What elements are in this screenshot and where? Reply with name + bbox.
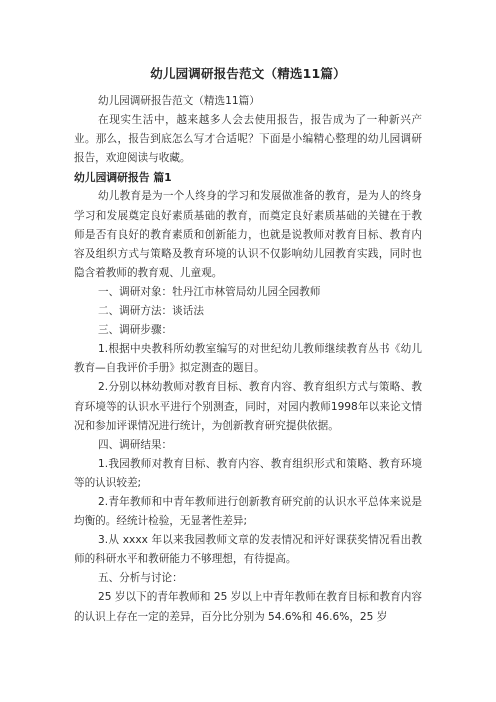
list-item-research-method: 二、调研方法：谈话法 (98, 305, 204, 318)
result-item-1: 1.我园教师对教育目标、教育内容、教育组织形式和策略、教育环境等的认识较差; (74, 457, 422, 489)
result-item-3: 3.从 xxxx 年以来我园教师文章的发表情况和评好课获奖情况看出教师的科研水平和教研能力不够理想，有待提高。 (74, 534, 422, 566)
document-body (74, 92, 422, 627)
list-item-research-object: 一、调研对象：牡丹江市林管局幼儿园全园教师 (98, 285, 321, 298)
analysis-paragraph: 25 岁以下的青年教师和 25 岁以上中青年教师在教育目标和教育内容的认识上存在一定的差异，百分比分别为 54.6%和 46.6%，25 岁 (74, 591, 422, 623)
intro-paragraph: 在现实生活中，越来越多人会去使用报告，报告成为了一种新兴产业。那么，报告到底怎么写才合适呢？下面是小编精心整理的幼儿园调研报告，欢迎阅读与收藏。 (74, 114, 422, 165)
step-item-2: 2.分别以林幼教师对教育目标、教育内容、教育组织方式与策略、教育环境等的认识水平进行个别测查，同时，对园内教师1998年以来论文情况和参加评课情况进行统计，为创新教育研究提供依据。 (74, 381, 422, 432)
intro-subtitle: 幼儿园调研报告范文（精选11篇） (98, 95, 260, 107)
list-item-research-steps: 三、调研步骤： (98, 324, 173, 337)
list-item-analysis: 五、分析与讨论： (98, 572, 183, 585)
section-heading: 幼儿园调研报告 篇1 (74, 171, 172, 185)
list-item-research-results: 四、调研结果： (98, 438, 173, 451)
document-title: 幼儿园调研报告范文（精选11篇） (150, 66, 346, 81)
result-item-2: 2.青年教师和中青年教师进行创新教育研究前的认识水平总体来说是均衡的。经统计检验，无显著性差异; (74, 495, 422, 528)
body-paragraph: 幼儿教育是为一个人终身的学习和发展做准备的教育，是为人的终身学习和发展奠定良好素质基础的教育，而奠定良好素质基础的关键在于教师是否有良好的教育素质和创新能力，也就是说教师对教育目标、教育内容及组织方式与策略及教育环境的认识不仅影响幼儿园教育实践，同时也隐含着教师的教育观、儿童观。 (74, 190, 422, 279)
step-item-1: 1.根据中央教科所幼教室编写的对世纪幼儿教师继续教育丛书《幼儿教育—自我评价手册》拟定测查的题目。 (74, 343, 422, 375)
